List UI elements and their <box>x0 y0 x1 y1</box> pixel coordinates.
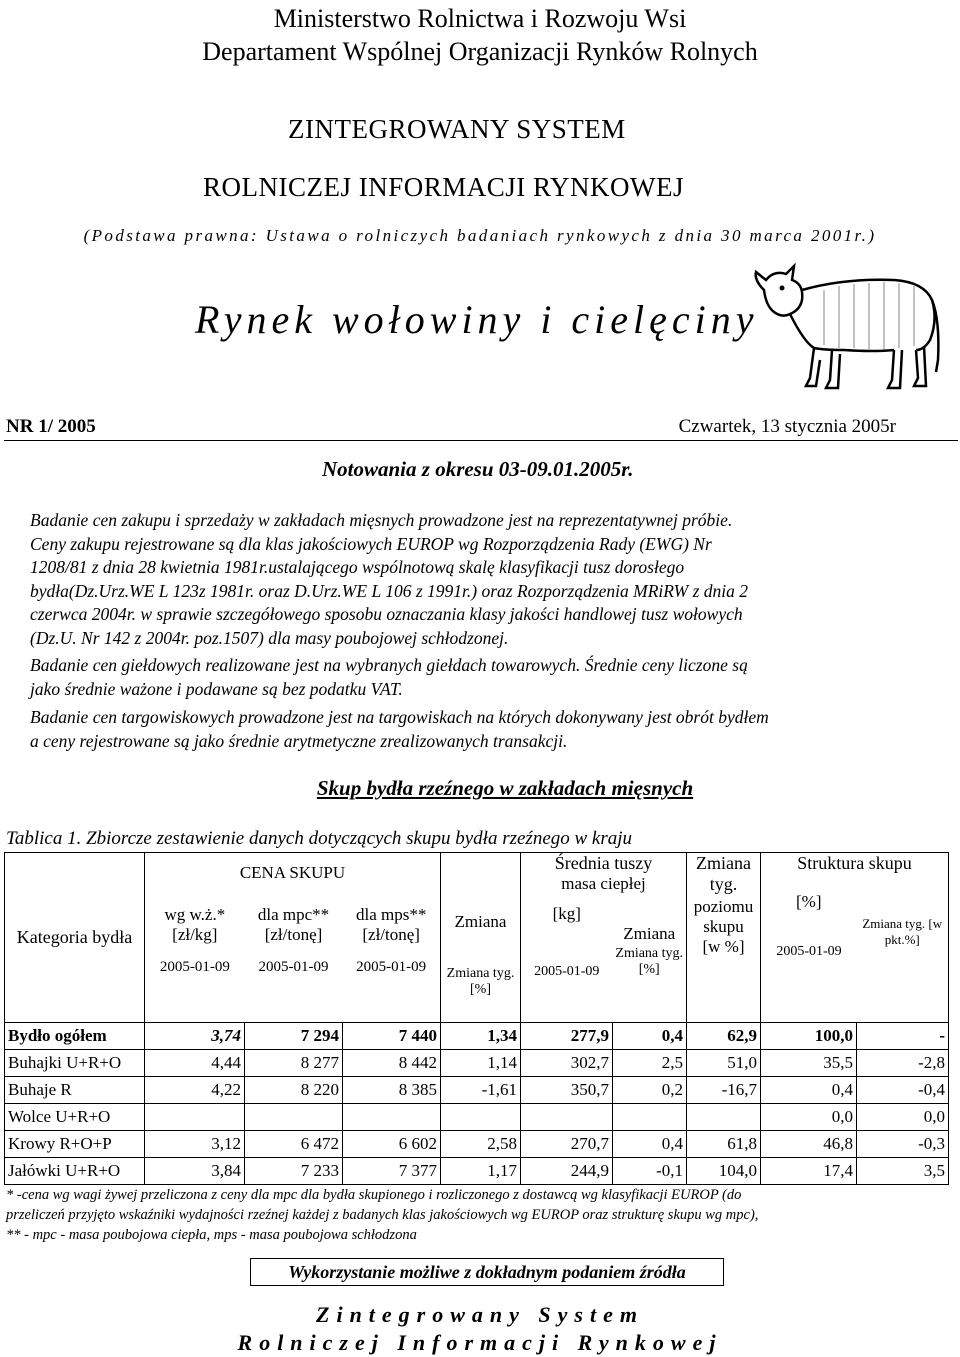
cell-zm-str: -2,8 <box>857 1050 949 1077</box>
cell-wgwz: 4,44 <box>145 1050 245 1077</box>
header-date: 2005-01-09 <box>159 959 230 975</box>
issue-number: NR 1/ 2005 <box>6 416 96 437</box>
table-row <box>5 1050 949 1077</box>
usage-notice: Wykorzystanie możliwe z dokładnym podaniem źródła <box>250 1258 724 1286</box>
cell-zm-str: 0,0 <box>857 1104 949 1131</box>
row-category: Bydło ogółem <box>5 1023 145 1050</box>
header-zmiana: Zmiana Zmiana tyg. [%] <box>441 853 521 1023</box>
footer-line-2: Rolniczej Informacji Rynkowej <box>237 1330 723 1355</box>
cell-poz: 61,8 <box>687 1131 761 1158</box>
header-date: 2005-01-09 <box>356 959 427 975</box>
cell-poz: 104,0 <box>687 1158 761 1185</box>
header-mpc: dla mpc** [zł/tonę] <box>257 905 330 944</box>
cell-zm-masa: 2,5 <box>613 1050 687 1077</box>
row-category: Krowy R+O+P <box>5 1131 145 1158</box>
header-cena-skupu: CENA SKUPU wg w.ż.* [zł/kg] dla mpc** [zł/tonę] dla mps** [zł/tonę] 2005-01-09 2005-01-09 2005-01-09 <box>145 853 441 1023</box>
header-struktura: Struktura skupu [%] Zmiana tyg. [w pkt.%] 2005-01-09 <box>761 853 949 1023</box>
header-zmiana-tyg: Zmiana tyg. [%] <box>615 946 684 977</box>
cell-masa: 302,7 <box>521 1050 613 1077</box>
cell-mpc <box>245 1104 343 1131</box>
row-category: Buhajki U+R+O <box>5 1050 145 1077</box>
header-zmiana-poziomu: Zmiana tyg. poziomu skupu [w %] <box>687 853 761 1023</box>
footer-line-1: Zintegrowany System <box>316 1302 644 1327</box>
ministry-name: Ministerstwo Rolnictwa i Rozwoju Wsi <box>273 4 687 33</box>
legal-basis: (Podstawa prawna: Ustawa o rolniczych badaniach rynkowych z dnia 30 marca 2001r.) <box>83 226 877 245</box>
cell-zm-str: 3,5 <box>857 1158 949 1185</box>
cell-mps: 8 385 <box>343 1077 441 1104</box>
table-row <box>5 1077 949 1104</box>
cell-str: 35,5 <box>761 1050 857 1077</box>
footnote-3: ** - mpc - masa poubojowa ciepła, mps - masa poubojowa schłodzona <box>6 1227 417 1243</box>
cell-zm-masa: 0,4 <box>613 1023 687 1050</box>
cell-zm <box>441 1104 521 1131</box>
header-wgwz: wg w.ż.* [zł/kg] <box>164 905 226 944</box>
cell-zm-str: -0,3 <box>857 1131 949 1158</box>
header-zmiana-masa: Zmiana <box>623 924 676 943</box>
cell-str: 0,4 <box>761 1077 857 1104</box>
row-category: Wolce U+R+O <box>5 1104 145 1131</box>
header-date: 2005-01-09 <box>776 944 842 959</box>
cell-zm-masa: 0,2 <box>613 1077 687 1104</box>
header-zmiana-pkt: Zmiana tyg. [w pkt.%] <box>862 916 943 947</box>
cell-zm: 1,14 <box>441 1050 521 1077</box>
cell-wgwz <box>145 1104 245 1131</box>
issue-date: Czwartek, 13 stycznia 2005r <box>678 416 896 437</box>
cell-zm: 1,17 <box>441 1158 521 1185</box>
cell-mpc: 8 277 <box>245 1050 343 1077</box>
footnote-1: * -cena wg wagi żywej przeliczona z ceny dla mpc dla bydła skupionego i rozliczonego z dostawcą wg klasyfikacji EUROP (do <box>6 1187 742 1203</box>
cell-mpc: 7 294 <box>245 1023 343 1050</box>
cell-zm: 2,58 <box>441 1131 521 1158</box>
cell-mps: 6 602 <box>343 1131 441 1158</box>
system-title-line1: ZINTEGROWANY SYSTEM <box>288 114 626 144</box>
cell-zm: -1,61 <box>441 1077 521 1104</box>
cell-poz <box>687 1104 761 1131</box>
cell-str: 46,8 <box>761 1131 857 1158</box>
header-date: 2005-01-09 <box>534 964 600 979</box>
cell-zm-masa: 0,4 <box>613 1131 687 1158</box>
intro-paragraph-2: Badanie cen giełdowych realizowane jest na wybranych giełdach towarowych. Średnie ceny liczone są jako średnie ważone i podawane są bez podatku VAT. <box>30 655 748 699</box>
header-divider <box>4 440 958 441</box>
cell-mpc: 7 233 <box>245 1158 343 1185</box>
cell-zm: 1,34 <box>441 1023 521 1050</box>
cell-poz: 62,9 <box>687 1023 761 1050</box>
system-title-line2: ROLNICZEJ INFORMACJI RYNKOWEJ <box>203 172 685 202</box>
cell-str: 100,0 <box>761 1023 857 1050</box>
cell-zm-str: -0,4 <box>857 1077 949 1104</box>
cell-wgwz: 3,12 <box>145 1131 245 1158</box>
cell-mps: 7 440 <box>343 1023 441 1050</box>
footnote-2: przeliczeń przyjęto wskaźniki wydajności rzeźnej każdej z badanych klas jakościowych wg EUROP oraz strukturę skupu wg mpc), <box>6 1207 759 1223</box>
cell-mps: 8 442 <box>343 1050 441 1077</box>
row-category: Buhaje R <box>5 1077 145 1104</box>
cell-masa <box>521 1104 613 1131</box>
cell-poz: -16,7 <box>687 1077 761 1104</box>
header-category: Kategoria bydła <box>5 853 145 1023</box>
cell-masa: 277,9 <box>521 1023 613 1050</box>
market-title: Rynek wołowiny i cielęciny <box>195 297 759 342</box>
cell-mps: 7 377 <box>343 1158 441 1185</box>
cell-zm-str: - <box>857 1023 949 1050</box>
cell-str: 0,0 <box>761 1104 857 1131</box>
cell-str: 17,4 <box>761 1158 857 1185</box>
cell-poz: 51,0 <box>687 1050 761 1077</box>
intro-paragraph-1: Badanie cen zakupu i sprzedaży w zakładach mięsnych prowadzone jest na reprezentatywnej próbie. Ceny zakupu rejestrowane są dla klas jakościowych EUROP wg Rozporządzenia Rady (EWG) Nr 1208/81 z dnia 28 kwietnia 1981r.ustalającego wspólnotową skalę klasyfikacji tusz dorosłego bydła(Dz.Urz.WE L 123z 1981r. oraz D.Urz.WE L 106 z 1991r.) oraz Rozporządzenia MRiRW z dnia 2 czerwca 2004r. w sprawie szczegółowego sposobu oznaczania klasy jakości handlowej tusz wołowych (Dz.U. Nr 142 z 2004r. poz.1507) dla masy poubojowej schłodzonej. <box>30 510 749 648</box>
cell-zm-masa: -0,1 <box>613 1158 687 1185</box>
table-row <box>5 1158 949 1185</box>
quotation-period: Notowania z okresu 03-09.01.2005r. <box>322 457 634 481</box>
cell-wgwz: 3,74 <box>145 1023 245 1050</box>
intro-paragraph-3: Badanie cen targowiskowych prowadzone jest na targowiskach na których dokonywany jest obrót bydłem a ceny rejestrowane są jako średnie arytmetyczne zrealizowanych transakcji. <box>30 707 769 751</box>
cell-wgwz: 3,84 <box>145 1158 245 1185</box>
header-kg: [kg] <box>552 904 581 923</box>
header-date: 2005-01-09 <box>258 959 329 975</box>
cell-masa: 350,7 <box>521 1077 613 1104</box>
header-srednia-tuszy: Średnia tuszy masa ciepłej [kg] Zmiana 2005-01-09 Zmiana tyg. [%] <box>521 853 687 1023</box>
header-mps: dla mps** [zł/tonę] <box>355 905 427 944</box>
section-title: Skup bydła rzeźnego w zakładach mięsnych <box>316 776 694 800</box>
department-name: Departament Wspólnej Organizacji Rynków Rolnych <box>202 37 758 66</box>
cell-masa: 244,9 <box>521 1158 613 1185</box>
row-category: Jałówki U+R+O <box>5 1158 145 1185</box>
cell-wgwz: 4,22 <box>145 1077 245 1104</box>
cell-mpc: 8 220 <box>245 1077 343 1104</box>
cell-masa: 270,7 <box>521 1131 613 1158</box>
header-pct: [%] <box>796 892 822 911</box>
cow-illustration <box>744 250 944 400</box>
cell-mpc: 6 472 <box>245 1131 343 1158</box>
table-row <box>5 1023 949 1050</box>
table-row <box>5 1131 949 1158</box>
cell-mps <box>343 1104 441 1131</box>
table-caption: Tablica 1. Zbiorcze zestawienie danych dotyczących skupu bydła rzeźnego w kraju <box>6 828 633 849</box>
table-row <box>5 1104 949 1131</box>
cell-zm-masa <box>613 1104 687 1131</box>
purchase-table <box>4 852 949 1185</box>
